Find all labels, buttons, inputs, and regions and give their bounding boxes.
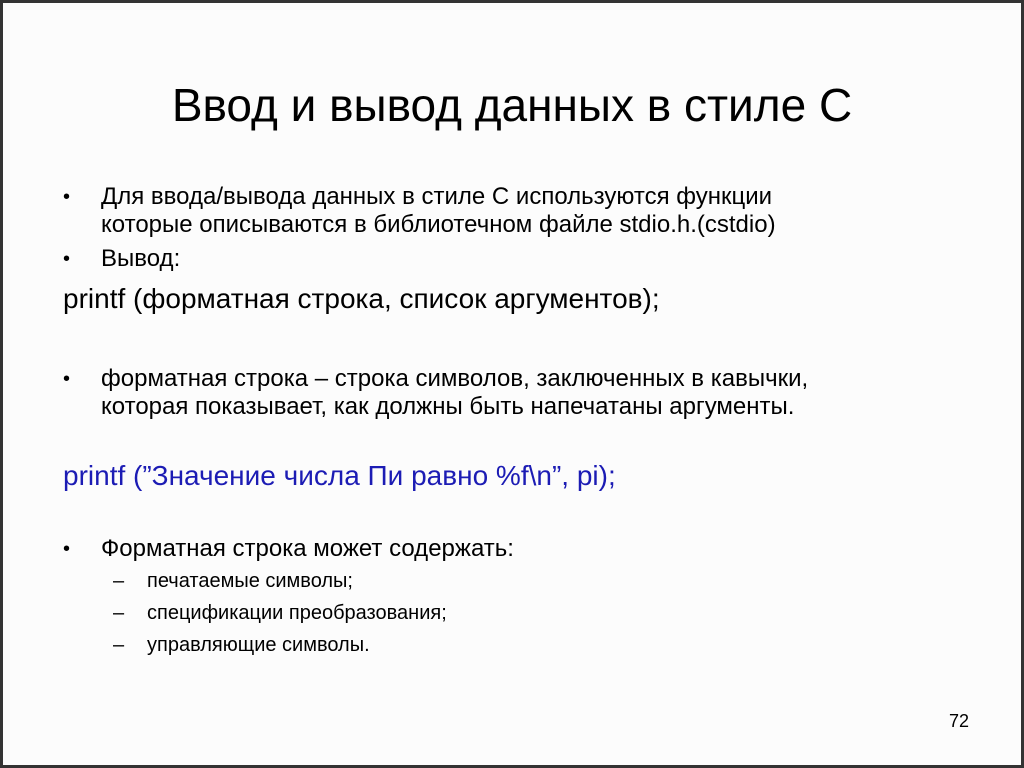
bullet-line: которые описываются в библиотечном файле stdio.h.(cstdio)	[101, 211, 776, 238]
sub-item-text: печатаемые символы;	[147, 570, 353, 592]
bullet-list-intro	[63, 183, 963, 273]
printf-example: printf (”Значение числа Пи равно %f\n”, pi);	[63, 460, 616, 491]
sub-item-text: управляющие символы.	[147, 634, 370, 656]
bullet-marker: •	[63, 368, 71, 390]
slide-title: Ввод и вывод данных в стиле С	[171, 79, 853, 131]
bullet-line: Форматная строка может содержать:	[101, 535, 514, 562]
sub-item-text: спецификации преобразования;	[147, 602, 447, 624]
bullet-text	[101, 245, 963, 273]
bullet-text	[101, 183, 963, 239]
sub-item-marker: –	[113, 634, 125, 656]
sub-item	[113, 601, 963, 625]
sub-item-marker: –	[113, 602, 125, 624]
bullet-list-contents	[63, 535, 963, 665]
bullet-marker: •	[63, 248, 71, 270]
bullet-item	[63, 245, 963, 273]
sub-item-marker: –	[113, 570, 125, 592]
sub-item	[113, 569, 963, 593]
bullet-marker: •	[63, 538, 71, 560]
bullet-item	[63, 183, 963, 239]
bullet-text	[101, 535, 963, 563]
bullet-line: которая показывает, как должны быть напечатаны аргументы.	[101, 393, 795, 420]
bullet-item	[63, 535, 963, 563]
bullet-list-format	[63, 365, 963, 421]
bullet-text	[101, 365, 963, 421]
page-number: 72	[948, 711, 969, 731]
bullet-item	[63, 365, 963, 421]
bullet-line: форматная строка – строка символов, заключенных в кавычки,	[101, 365, 809, 392]
sub-item	[113, 633, 963, 657]
bullet-marker: •	[63, 186, 71, 208]
bullet-line: Вывод:	[101, 245, 181, 272]
bullet-line: Для ввода/вывода данных в стиле С используются функции	[101, 183, 773, 210]
printf-signature: printf (форматная строка, список аргументов);	[63, 283, 660, 314]
